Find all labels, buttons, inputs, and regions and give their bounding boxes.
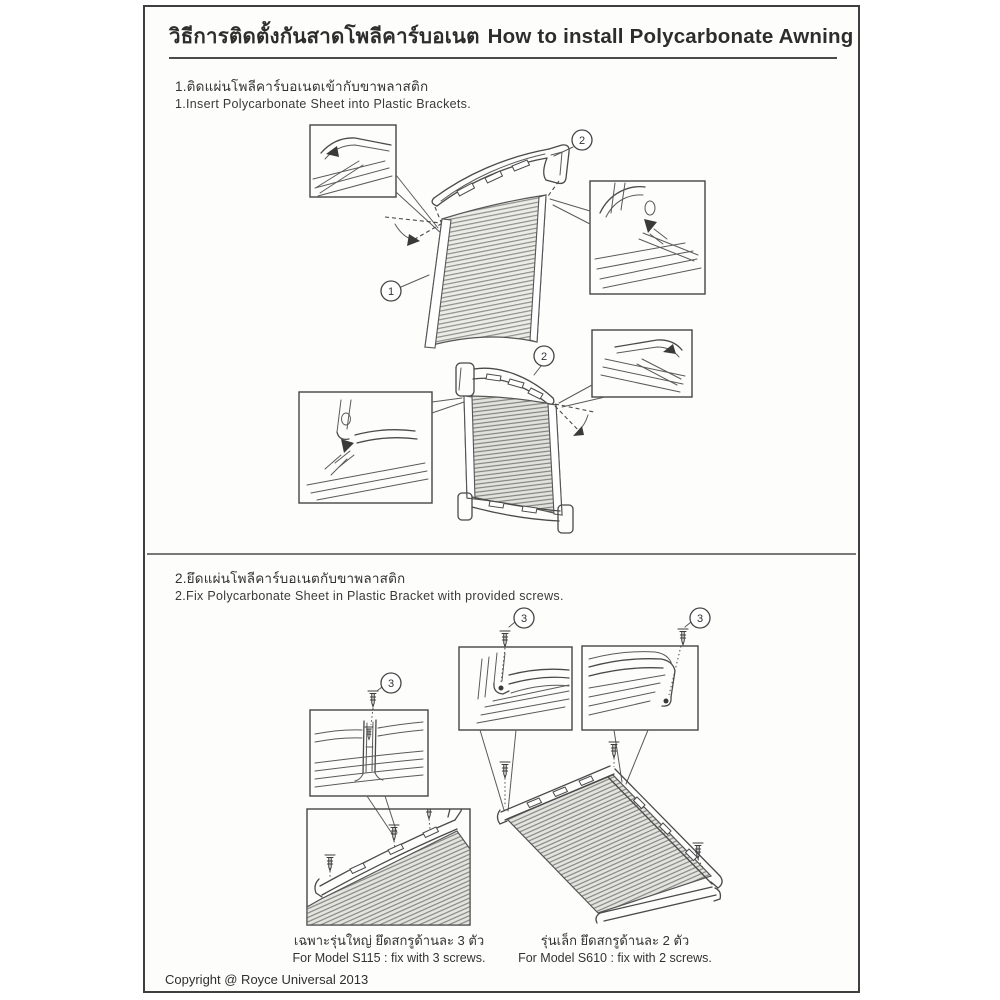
polycarbonate-sheet-drawing <box>425 195 546 348</box>
callout-screw-s115-number: 3 <box>387 678 395 690</box>
step1-heading-english: 1.Insert Polycarbonate Sheet into Plastic Brackets. <box>175 97 472 111</box>
awning-box-s115 <box>307 803 470 925</box>
step1-diagram-bottom <box>299 330 692 533</box>
page-title-english: How to install Polycarbonate Awning <box>487 25 854 48</box>
channel-detail-inset <box>310 125 443 235</box>
inset-leader-lines <box>614 730 648 784</box>
bracket-end-detail-inset-2 <box>299 392 464 503</box>
h-joint-detail-inset <box>310 710 428 796</box>
step2-figure-s115 <box>307 673 470 925</box>
step1-heading-thai: 1.ติดแผ่นโพลีคาร์บอเนตเข้ากับขาพลาสติก <box>175 79 429 94</box>
instruction-sheet-page <box>143 5 860 993</box>
bracket-arm-drawing <box>432 145 569 206</box>
screw-icon <box>325 855 335 871</box>
caption-s610-thai: รุ่นเล็ก ยึดสกรูด้านละ 2 ตัว <box>540 933 690 948</box>
step2-figure-s610 <box>459 608 722 923</box>
caption-s610-english: For Model S610 : fix with 2 screws. <box>518 951 712 965</box>
line-art-canvas <box>145 7 858 991</box>
step1-diagram-top <box>310 125 705 348</box>
callout-screw-s610b-number: 3 <box>696 613 704 625</box>
page-title-thai: วิธีการติดตั้งกันสาดโพลีคาร์บอเนต <box>169 25 480 48</box>
callout-bracket-2 <box>534 346 554 375</box>
awning-drawing-s610 <box>498 742 723 923</box>
callout-screw-s115 <box>368 673 401 725</box>
channel-detail-inset-2 <box>559 330 692 407</box>
callout-bracket <box>554 130 592 156</box>
copyright-line: Copyright @ Royce Universal 2013 <box>165 972 369 987</box>
caption-s115-thai: เฉพาะรุ่นใหญ่ ยึดสกรูด้านละ 3 ตัว <box>293 933 485 948</box>
callout-bracket-2-number: 2 <box>540 351 548 363</box>
screw-icon <box>389 825 399 841</box>
step2-heading-english: 2.Fix Polycarbonate Sheet in Plastic Bracket with provided screws. <box>175 589 564 603</box>
callout-screw-s610-left <box>500 608 534 683</box>
step2-heading-thai: 2.ยึดแผ่นโพลีคาร์บอเนตกับขาพลาสติก <box>175 571 406 586</box>
sheet-with-bracket-drawing <box>458 396 573 533</box>
corner-detail-inset-left <box>459 647 572 730</box>
screw-icon <box>365 727 373 739</box>
callout-screw-s610-right <box>669 608 710 695</box>
screw-icon <box>500 631 510 647</box>
caption-s115-english: For Model S115 : fix with 3 screws. <box>292 951 486 965</box>
corner-detail-inset-right <box>582 646 698 730</box>
screw-icon <box>368 691 378 707</box>
assembly-guide-lines-2 <box>555 404 594 436</box>
callout-sheet-number: 1 <box>387 286 395 298</box>
screw-icon <box>678 629 688 645</box>
screw-icon <box>424 803 434 819</box>
callout-bracket-number: 2 <box>578 135 586 147</box>
callout-sheet <box>381 275 429 301</box>
screw-icon <box>500 762 510 778</box>
inset-leader-lines <box>480 730 516 811</box>
bracket-end-detail-inset <box>550 181 705 294</box>
callout-screw-s610a-number: 3 <box>520 613 528 625</box>
